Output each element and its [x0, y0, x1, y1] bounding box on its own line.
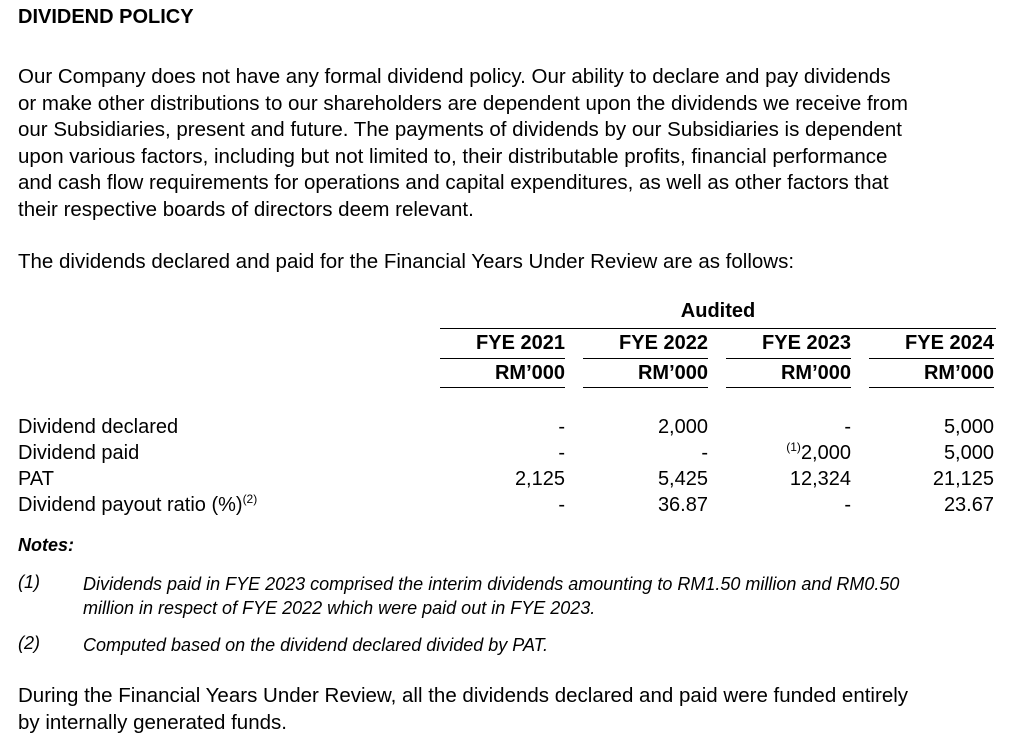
footnote-marker: (1) [786, 440, 801, 454]
table-cell: - [558, 416, 565, 438]
audited-underline [440, 328, 996, 329]
table-cell: 21,125 [932, 468, 994, 490]
table-cell: 2,125 [514, 468, 565, 490]
note-line: million in respect of FYE 2022 which were paid out in FYE 2023. [83, 598, 596, 618]
policy-line: or make other distributions to our shareholders are dependent upon the dividends we receive from [18, 91, 908, 115]
policy-line: our Subsidiaries, present and future. The payments of dividends by our Subsidiaries is dependent [18, 118, 902, 142]
note-line: Dividends paid in FYE 2023 comprised the interim dividends amounting to RM1.50 million and RM0.50 [83, 574, 900, 594]
note-line: Computed based on the dividend declared divided by PAT. [83, 635, 548, 655]
funding-paragraph [18, 683, 1018, 736]
table-cell: 12,324 [789, 468, 851, 490]
table-cell: 36.87 [657, 494, 708, 516]
column-underline [440, 387, 565, 388]
policy-line: upon various factors, including but not limited to, their distributable profits, financial performance [18, 144, 888, 168]
audited-group-header: Audited [680, 300, 756, 322]
column-underline [583, 387, 708, 388]
policy-line: Our Company does not have any formal dividend policy. Our ability to declare and pay dividends [18, 65, 891, 88]
table-cell: 5,000 [943, 416, 994, 438]
column-underline [726, 387, 851, 388]
policy-line: their respective boards of directors deem relevant. [18, 197, 474, 221]
column-header-year: FYE 2024 [905, 332, 994, 354]
funding-line: by internally generated funds. [18, 710, 287, 734]
column-underline [869, 387, 994, 388]
row-label: Dividend declared [18, 416, 179, 438]
table-cell: - [844, 494, 851, 516]
column-header-unit: RM’000 [494, 362, 565, 384]
column-header-year: FYE 2022 [619, 332, 708, 354]
section-heading: DIVIDEND POLICY [18, 6, 194, 28]
policy-paragraph [18, 64, 1018, 224]
table-cell: - [558, 442, 565, 464]
note-text [83, 633, 1018, 657]
row-label: Dividend payout ratio (%)$^{(2)}$ [18, 492, 258, 516]
policy-line: and cash flow requirements for operations and capital expenditures, as well as other factors that [18, 171, 889, 195]
table-cell: - [844, 416, 851, 438]
column-header-year: FYE 2023 [762, 332, 851, 354]
table-cell: - [701, 442, 708, 464]
notes-title: Notes: [18, 535, 75, 555]
note-text [83, 572, 1018, 620]
row-label: PAT [18, 468, 54, 490]
intro-line: The dividends declared and paid for the Financial Years Under Review are as follows: [18, 250, 795, 273]
footnote-marker: (2) [242, 492, 258, 506]
column-header-unit: RM’000 [780, 362, 851, 384]
column-header-unit: RM’000 [637, 362, 708, 384]
table-cell: $^{(1)}$2,000 [786, 440, 851, 464]
table-cell: - [558, 494, 565, 516]
column-separator [726, 358, 851, 359]
funding-line: During the Financial Years Under Review, all the dividends declared and paid were funded entirely [18, 684, 909, 707]
row-label: Dividend paid [18, 442, 140, 464]
table-cell: 23.67 [943, 494, 994, 516]
column-separator [583, 358, 708, 359]
table-cell: 5,425 [657, 468, 708, 490]
column-header-year: FYE 2021 [476, 332, 565, 354]
note-number: (1) [18, 572, 40, 592]
table-cell: 5,000 [943, 442, 994, 464]
column-header-unit: RM’000 [923, 362, 994, 384]
column-separator [869, 358, 994, 359]
table-intro-paragraph [18, 249, 1018, 276]
table-cell: 2,000 [657, 416, 708, 438]
column-separator [440, 358, 565, 359]
note-number: (2) [18, 633, 40, 653]
